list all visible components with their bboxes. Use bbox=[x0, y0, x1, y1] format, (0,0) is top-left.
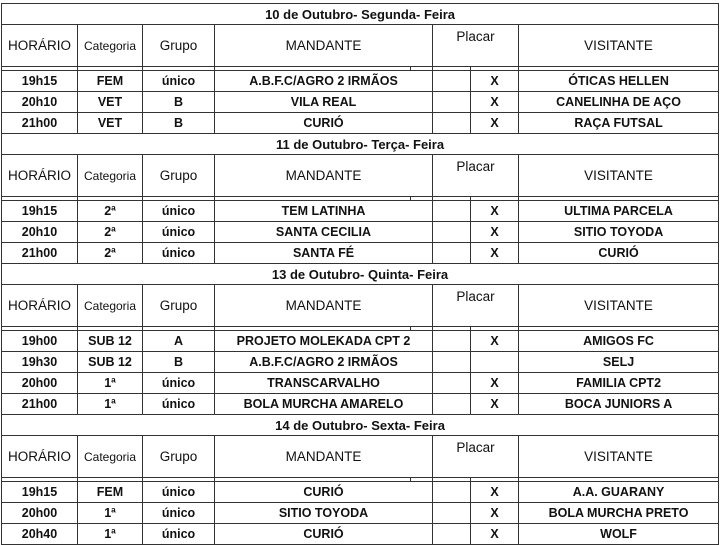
home-team: A.B.F.C/AGRO 2 IRMÃOS bbox=[215, 352, 433, 373]
match-row bbox=[2, 71, 719, 92]
away-team: CURIÓ bbox=[519, 243, 719, 264]
home-team: PROJETO MOLEKADA CPT 2 bbox=[215, 331, 433, 352]
home-team: BOLA MURCHA AMARELO bbox=[215, 394, 433, 415]
away-team: A.A. GUARANY bbox=[519, 482, 719, 503]
header-mandante: MANDANTE bbox=[215, 155, 433, 197]
match-row bbox=[2, 331, 719, 352]
header-placar: Placar bbox=[433, 436, 519, 478]
match-group: único bbox=[143, 503, 215, 524]
match-time: 21h00 bbox=[2, 113, 78, 134]
match-category: SUB 12 bbox=[78, 352, 143, 373]
header-placar: Placar bbox=[433, 25, 519, 67]
away-team: BOLA MURCHA PRETO bbox=[519, 503, 719, 524]
match-group: único bbox=[143, 222, 215, 243]
home-team: TRANSCARVALHO bbox=[215, 373, 433, 394]
away-team: RAÇA FUTSAL bbox=[519, 113, 719, 134]
score-separator: X bbox=[471, 113, 519, 134]
score-home bbox=[433, 92, 471, 113]
away-team: WOLF bbox=[519, 524, 719, 545]
header-horario: HORÁRIO bbox=[2, 25, 78, 67]
header-placar: Placar bbox=[433, 285, 519, 327]
home-team: SITIO TOYODA bbox=[215, 503, 433, 524]
score-separator: X bbox=[471, 222, 519, 243]
score-home bbox=[433, 352, 471, 373]
match-row bbox=[2, 113, 719, 134]
away-team: CANELINHA DE AÇO bbox=[519, 92, 719, 113]
match-category: FEM bbox=[78, 71, 143, 92]
day-title: 13 de Outubro- Quinta- Feira bbox=[2, 264, 719, 285]
header-grupo: Grupo bbox=[143, 436, 215, 478]
header-horario: HORÁRIO bbox=[2, 155, 78, 197]
match-row bbox=[2, 373, 719, 394]
header-mandante: MANDANTE bbox=[215, 285, 433, 327]
schedule-body bbox=[2, 4, 719, 545]
header-visitante: VISITANTE bbox=[519, 436, 719, 478]
match-row bbox=[2, 524, 719, 545]
header-visitante: VISITANTE bbox=[519, 155, 719, 197]
match-row bbox=[2, 243, 719, 264]
match-group: único bbox=[143, 524, 215, 545]
day-title-row bbox=[2, 415, 719, 436]
match-time: 20h10 bbox=[2, 92, 78, 113]
column-header-row bbox=[2, 285, 719, 327]
header-categoria: Categoria bbox=[78, 25, 143, 67]
column-header-row bbox=[2, 155, 719, 197]
score-home bbox=[433, 113, 471, 134]
match-row bbox=[2, 201, 719, 222]
header-horario: HORÁRIO bbox=[2, 285, 78, 327]
score-separator: X bbox=[471, 394, 519, 415]
match-group: único bbox=[143, 373, 215, 394]
score-home bbox=[433, 373, 471, 394]
header-placar: Placar bbox=[433, 155, 519, 197]
day-title-row bbox=[2, 134, 719, 155]
score-separator: X bbox=[471, 331, 519, 352]
match-time: 19h15 bbox=[2, 71, 78, 92]
match-group: B bbox=[143, 352, 215, 373]
away-team: AMIGOS FC bbox=[519, 331, 719, 352]
day-title: 11 de Outubro- Terça- Feira bbox=[2, 134, 719, 155]
match-time: 20h00 bbox=[2, 503, 78, 524]
score-home bbox=[433, 71, 471, 92]
match-time: 19h30 bbox=[2, 352, 78, 373]
header-categoria: Categoria bbox=[78, 436, 143, 478]
header-visitante: VISITANTE bbox=[519, 25, 719, 67]
home-team: SANTA FÉ bbox=[215, 243, 433, 264]
match-time: 19h00 bbox=[2, 331, 78, 352]
match-time: 21h00 bbox=[2, 243, 78, 264]
away-team: ULTIMA PARCELA bbox=[519, 201, 719, 222]
home-team: CURIÓ bbox=[215, 482, 433, 503]
score-home bbox=[433, 243, 471, 264]
header-mandante: MANDANTE bbox=[215, 25, 433, 67]
match-category: 2ª bbox=[78, 201, 143, 222]
score-home bbox=[433, 201, 471, 222]
home-team: TEM LATINHA bbox=[215, 201, 433, 222]
day-title-row bbox=[2, 4, 719, 25]
score-home bbox=[433, 394, 471, 415]
match-category: 2ª bbox=[78, 222, 143, 243]
match-row bbox=[2, 503, 719, 524]
match-row bbox=[2, 352, 719, 373]
score-separator: X bbox=[471, 373, 519, 394]
score-separator: X bbox=[471, 92, 519, 113]
header-mandante: MANDANTE bbox=[215, 436, 433, 478]
match-row bbox=[2, 92, 719, 113]
away-team: FAMILIA CPT2 bbox=[519, 373, 719, 394]
header-categoria: Categoria bbox=[78, 285, 143, 327]
score-separator: X bbox=[471, 243, 519, 264]
header-horario: HORÁRIO bbox=[2, 436, 78, 478]
home-team: SANTA CECILIA bbox=[215, 222, 433, 243]
score-separator: X bbox=[471, 201, 519, 222]
column-header-row bbox=[2, 436, 719, 478]
score-separator bbox=[471, 352, 519, 373]
match-group: A bbox=[143, 331, 215, 352]
match-group: único bbox=[143, 71, 215, 92]
match-time: 20h40 bbox=[2, 524, 78, 545]
match-category: 1ª bbox=[78, 394, 143, 415]
score-home bbox=[433, 482, 471, 503]
score-separator: X bbox=[471, 524, 519, 545]
match-time: 21h00 bbox=[2, 394, 78, 415]
match-group: B bbox=[143, 92, 215, 113]
home-team: A.B.F.C/AGRO 2 IRMÃOS bbox=[215, 71, 433, 92]
header-grupo: Grupo bbox=[143, 25, 215, 67]
away-team: BOCA JUNIORS A bbox=[519, 394, 719, 415]
score-separator: X bbox=[471, 482, 519, 503]
match-time: 19h15 bbox=[2, 201, 78, 222]
match-row bbox=[2, 394, 719, 415]
away-team: SITIO TOYODA bbox=[519, 222, 719, 243]
match-group: único bbox=[143, 201, 215, 222]
match-group: único bbox=[143, 394, 215, 415]
header-categoria: Categoria bbox=[78, 155, 143, 197]
match-category: 1ª bbox=[78, 373, 143, 394]
column-header-row bbox=[2, 25, 719, 67]
score-home bbox=[433, 503, 471, 524]
match-category: 1ª bbox=[78, 524, 143, 545]
match-category: VET bbox=[78, 92, 143, 113]
away-team: SELJ bbox=[519, 352, 719, 373]
schedule-table bbox=[1, 3, 719, 545]
day-title: 10 de Outubro- Segunda- Feira bbox=[2, 4, 719, 25]
match-category: FEM bbox=[78, 482, 143, 503]
match-time: 20h10 bbox=[2, 222, 78, 243]
match-group: único bbox=[143, 482, 215, 503]
match-row bbox=[2, 222, 719, 243]
day-title-row bbox=[2, 264, 719, 285]
match-group: único bbox=[143, 243, 215, 264]
home-team: CURIÓ bbox=[215, 113, 433, 134]
header-grupo: Grupo bbox=[143, 285, 215, 327]
score-separator: X bbox=[471, 71, 519, 92]
match-category: SUB 12 bbox=[78, 331, 143, 352]
match-group: B bbox=[143, 113, 215, 134]
header-visitante: VISITANTE bbox=[519, 285, 719, 327]
match-time: 19h15 bbox=[2, 482, 78, 503]
header-grupo: Grupo bbox=[143, 155, 215, 197]
home-team: CURIÓ bbox=[215, 524, 433, 545]
score-home bbox=[433, 524, 471, 545]
score-home bbox=[433, 331, 471, 352]
away-team: ÓTICAS HELLEN bbox=[519, 71, 719, 92]
home-team: VILA REAL bbox=[215, 92, 433, 113]
match-category: 2ª bbox=[78, 243, 143, 264]
match-time: 20h00 bbox=[2, 373, 78, 394]
match-row bbox=[2, 482, 719, 503]
day-title: 14 de Outubro- Sexta- Feira bbox=[2, 415, 719, 436]
match-category: 1ª bbox=[78, 503, 143, 524]
match-category: VET bbox=[78, 113, 143, 134]
score-separator: X bbox=[471, 503, 519, 524]
score-home bbox=[433, 222, 471, 243]
